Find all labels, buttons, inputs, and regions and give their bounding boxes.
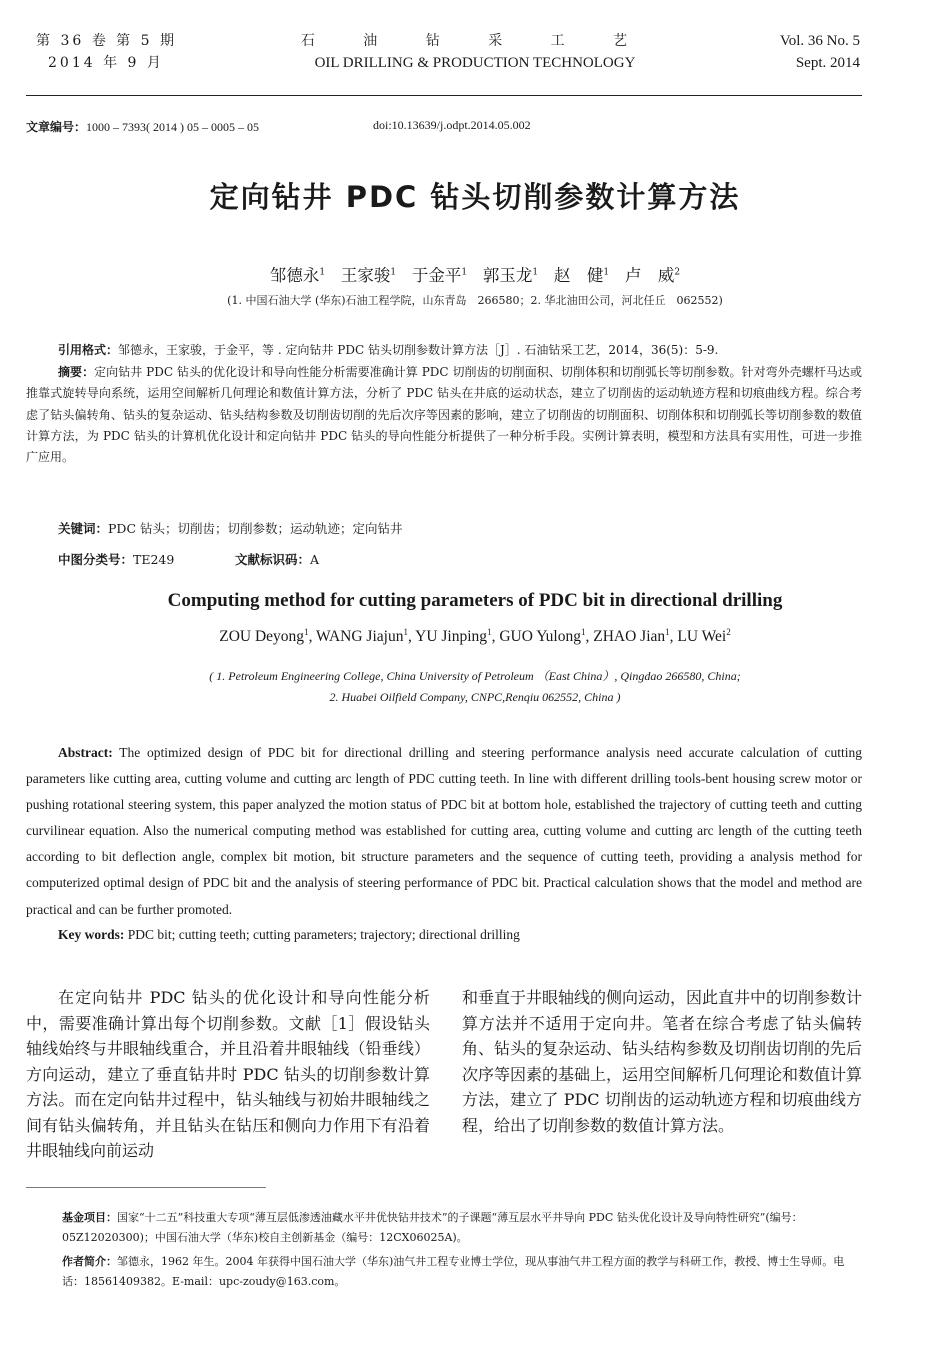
clc-value: TE249 bbox=[133, 552, 175, 567]
author-cn: 王家骏$^1$ bbox=[340, 266, 397, 285]
abstract-cn-text: 定向钻井 PDC 钻头的优化设计和导向性能分析需要准确计算 PDC 切削齿的切削面积、切削体积和切削弧长等切削参数。针对弯外壳螺杆马达或推靠式旋转导向系统，运用空间解析几何理论和数值计算方法，分析了 PDC 钻头在井底的运动状态，建立了切削齿的运动轨迹方程和切痕曲线方程。综合考虑了钻头偏转角、钻头的复杂运动、钻头结构参数及切削齿切削的先后次序等因素的影响，建立了切削齿的切削面积、切削体积和切削弧长等切削参数的数值计算方法，为 PDC 钻头的计算机优化设计和定向钻井 PDC 钻头的导向性能分析提供了一种分析手段。实例计算表明，模型和方法具有实用性，可进一步推广应用。 bbox=[26, 365, 862, 465]
fund-label: 基金项目： bbox=[62, 1211, 117, 1224]
author-en: WANG Jiajun$^1$ bbox=[316, 627, 408, 646]
journal-name-en: OIL DRILLING & PRODUCTION TECHNOLOGY bbox=[314, 55, 636, 71]
article-number-label: 文章编号： bbox=[26, 120, 87, 134]
author-cn: 邹德永$^1$ bbox=[269, 266, 326, 285]
clc-label: 中图分类号： bbox=[58, 552, 134, 567]
keywords-cn-text: PDC 钻头；切削齿；切削参数；运动轨迹；定向钻井 bbox=[108, 521, 403, 536]
author-bio-text: 邹德永，1962 年生。2004 年获得中国石油大学（华东)油气井工程专业博士学位，现从事油气井工程方面的教学与科研工作，教授、博士生导师。电话：18561409382。E-mail：upc-zoudy@163.com。 bbox=[62, 1255, 845, 1288]
authors-cn bbox=[0, 262, 950, 286]
author-en: YU Jinping$^1$ bbox=[415, 627, 492, 646]
doc-code-label: 文献标识码： bbox=[235, 552, 311, 567]
abstract-en bbox=[26, 740, 862, 923]
volume-issue-en: Vol. 36 No. 5 bbox=[779, 33, 860, 49]
body-column-1: 在定向钻井 PDC 钻头的优化设计和导向性能分析中，需要准确计算出每个切削参数。文献［1］假设钻头轴线始终与井眼轴线重合，并且沿着井眼轴线（铅垂线）方向运动，建立了垂直钻井时 PDC 钻头的切削参数计算方法。而在定向钻井过程中，钻头轴线与初始井眼轴线之间有钻头偏转角，并且钻头在钻压和侧向力作用下有沿着井眼轴线向前运动 bbox=[26, 988, 430, 1160]
authors-en: ZOU Deyong$^1$, WANG Jiajun$^1$, YU Jinping$^1$, GUO Yulong$^1$, ZHAO Jian$^1$, LU Wei$^2$ bbox=[219, 627, 731, 646]
doi: doi:10.13639/j.odpt.2014.05.002 bbox=[373, 118, 531, 132]
author-bio-label: 作者简介： bbox=[62, 1255, 117, 1268]
author-bio bbox=[62, 1252, 862, 1292]
author-cn: 郭玉龙$^1$ bbox=[482, 266, 539, 285]
title-en: Computing method for cutting parameters of PDC bit in directional drilling bbox=[167, 590, 783, 611]
journal-issue-en bbox=[780, 30, 860, 74]
clc-number bbox=[58, 550, 174, 568]
affiliation-en-1: ( 1. Petroleum Engineering College, China University of Petroleum （East China）, Qingdao 266580, China; bbox=[209, 669, 741, 683]
citation-label: 引用格式： bbox=[58, 343, 119, 357]
author-en: ZOU Deyong$^1$ bbox=[219, 627, 309, 646]
article-number-value: 1000 – 7393( 2014 ) 05 – 0005 – 05 bbox=[86, 120, 260, 134]
date-en: Sept. 2014 bbox=[795, 55, 860, 71]
header-rule bbox=[26, 95, 862, 96]
author-cn: 赵 健$^1$ bbox=[553, 266, 610, 285]
abstract-en-text: The optimized design of PDC bit for directional drilling and steering performance analysis need accurate calculation of cutting parameters like cutting area, cutting volume and cutting arc length of PDC cutting teeth. In line with different drilling tools-bent housing screw motor or pushing rotational steering system, this paper analyzed the motion status of PDC bit at bottom hole, established the trajectory of cutting teeth and cutting curvilinear equation. Also the numerical computing method was established for cutting area, cutting volume and cutting arc length of the cutting teeth according to bit deflection angle, complex bit motion, bit structure parameters and the sequence of cutting teeth, providing a analysis method for computerized optimal design of PDC bit and the analysis of steering performance of PDC bit. Practical calculation shows that the model and method are practical and can be further promoted. bbox=[26, 745, 862, 917]
citation-text: 邹德永，王家骏，于金平，等 . 定向钻井 PDC 钻头切削参数计算方法［J］. 石油钻采工艺，2014，36(5)：5-9. bbox=[118, 343, 719, 357]
title-cn: 定向钻井 PDC 钻头切削参数计算方法 bbox=[209, 180, 741, 214]
author-cn: 于金平$^1$ bbox=[411, 266, 468, 285]
author-en: ZHAO Jian$^1$ bbox=[593, 627, 670, 646]
fund-note bbox=[62, 1208, 862, 1248]
keywords-en-label: Key words: bbox=[58, 927, 125, 942]
author-en: GUO Yulong$^1$ bbox=[499, 627, 586, 646]
abstract-cn bbox=[26, 362, 862, 468]
keywords-en bbox=[58, 922, 858, 948]
document-code bbox=[235, 550, 319, 568]
article-number bbox=[26, 118, 259, 135]
keywords-en-text: PDC bit; cutting teeth; cutting parameters; trajectory; directional drilling bbox=[127, 927, 520, 942]
date-cn: 2014 年 9 月 bbox=[48, 55, 164, 71]
fund-text: 国家“十二五”科技重大专项“薄互层低渗透油藏水平井优快钻井技术”的子课题“薄互层水平井导向 PDC 钻头优化设计及导向特性研究”(编号：05Z12020300)；中国石油大学（华东)校自主创新基金（编号：12CX06025A)。 bbox=[62, 1211, 803, 1244]
abstract-cn-label: 摘要： bbox=[58, 365, 95, 379]
abstract-en-label: Abstract: bbox=[58, 745, 113, 760]
affiliation-en-2: 2. Huabei Oilfield Company, CNPC,Renqiu 062552, China ) bbox=[329, 690, 621, 704]
doc-code-value: A bbox=[310, 552, 320, 567]
author-cn: 卢 威$^2$ bbox=[624, 266, 681, 285]
body-column-2: 和垂直于井眼轴线的侧向运动，因此直井中的切削参数计算方法并不适用于定向井。笔者在综合考虑了钻头偏转角、钻头的复杂运动、钻头结构参数及切削齿切削的先后次序等因素的基础上，运用空间解析几何理论和数值计算方法，建立了 PDC 切削齿的运动轨迹方程和切痕曲线方程，给出了切削参数的数值计算方法。 bbox=[462, 988, 863, 1135]
keywords-cn-label: 关键词： bbox=[58, 521, 109, 536]
author-en: LU Wei$^2$ bbox=[677, 627, 731, 646]
keywords-cn bbox=[58, 519, 403, 537]
affiliations-cn: (1. 中国石油大学 (华东)石油工程学院，山东青岛 266580；2. 华北油田公司，河北任丘 062552) bbox=[227, 294, 723, 307]
citation bbox=[58, 340, 858, 361]
footnote-rule bbox=[26, 1187, 266, 1188]
volume-issue-cn: 第 36 卷 第 5 期 bbox=[36, 33, 177, 49]
journal-name-cn: 石 油 钻 采 工 艺 bbox=[300, 33, 650, 49]
